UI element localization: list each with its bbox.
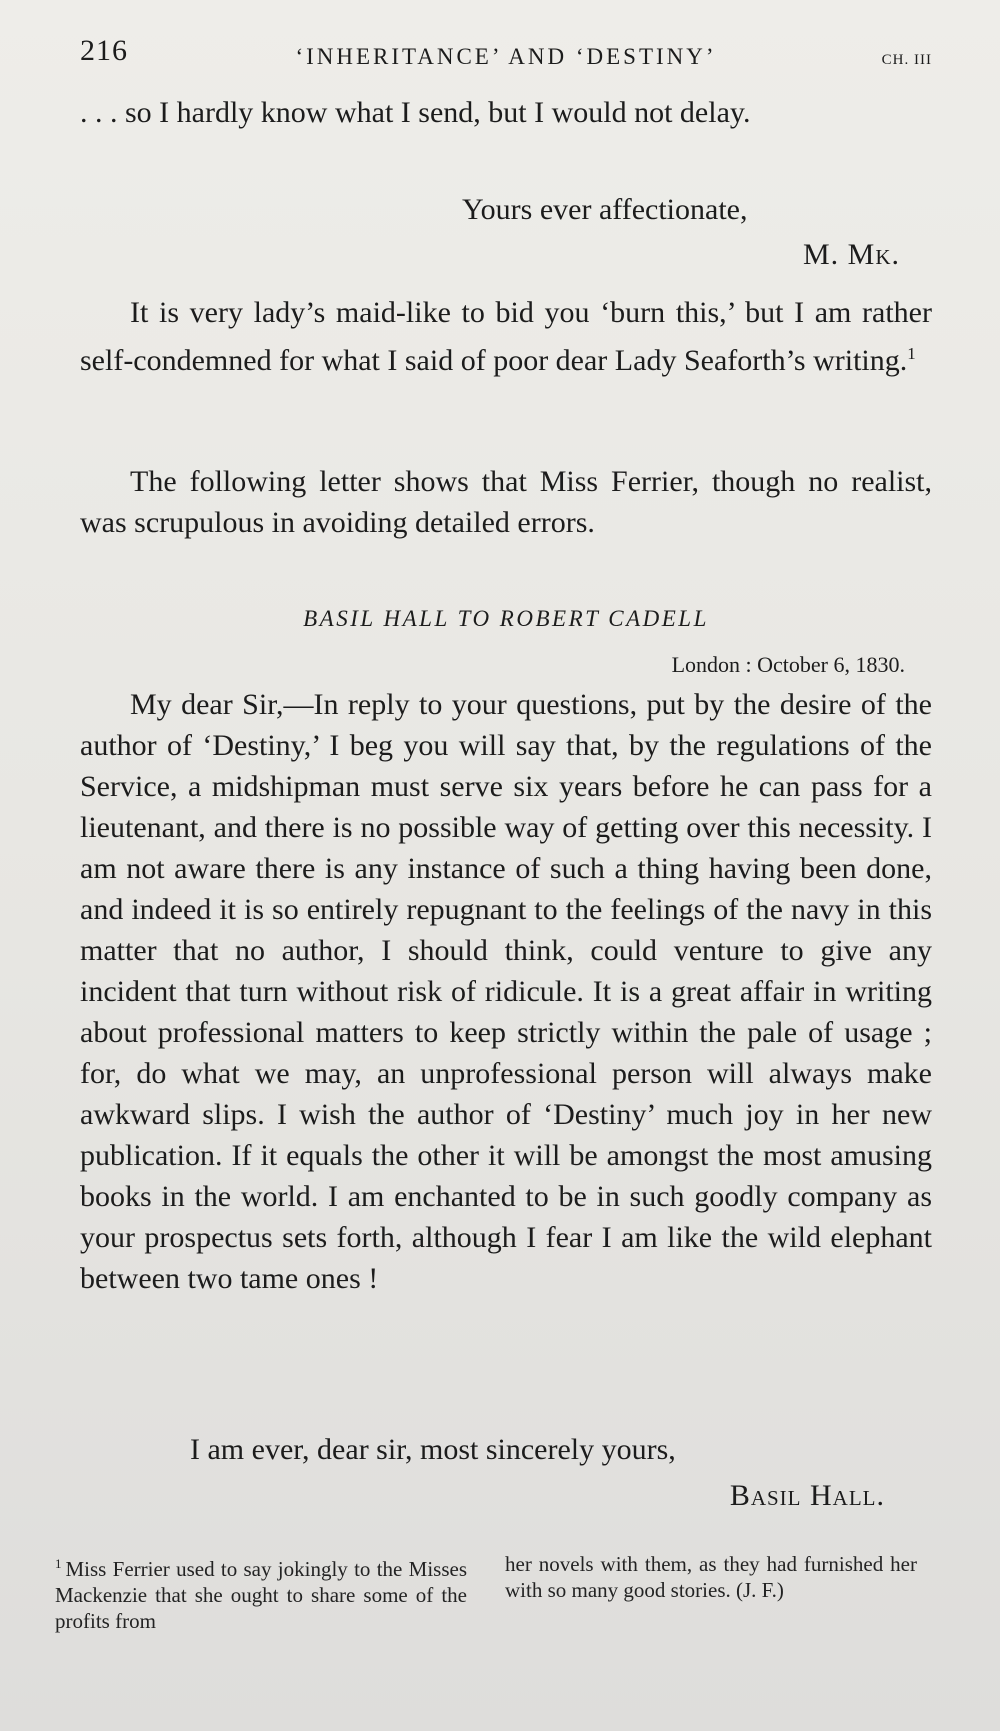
letter-end-text: . . . so I hardly know what I send, but I would not delay. [80, 96, 751, 129]
footnote-mark: 1 [55, 1556, 62, 1571]
letter-dateline: London : October 6, 1830. [671, 652, 905, 677]
letter-signature: M. Mk. [802, 238, 900, 271]
footnote-right-column: her novels with them, as they had furnished her with so many good stories. (J. F.) [505, 1552, 917, 1602]
footnote-left-column [55, 1551, 467, 1634]
postscript-paragraph [80, 292, 932, 381]
letter-signature-basil-hall: Basil Hall. [729, 1479, 885, 1512]
chapter-mark: CH. III [881, 52, 932, 68]
running-title: ‘INHERITANCE’ AND ‘DESTINY’ [295, 44, 717, 69]
letter-heading: BASIL HALL TO ROBERT CADELL [303, 606, 709, 631]
letter-closing-line: I am ever, dear sir, most sincerely yours, [190, 1433, 676, 1466]
footnote-left-text: Miss Ferrier used to say jokingly to the Misses Mackenzie that she ought to share some of the profits from [55, 1557, 467, 1633]
page-number: 216 [80, 34, 128, 67]
letter-closing: Yours ever affectionate, [462, 193, 748, 226]
footnote-reference: 1 [907, 344, 916, 363]
footnotes [55, 1551, 917, 1641]
intro-paragraph: The following letter shows that Miss Ferrier, though no realist, was scrupulous in avoiding detailed errors. [80, 465, 932, 539]
postscript-text: It is very lady’s maid-like to bid you ‘burn this,’ but I am rather self-condemned for what I said of poor dear Lady Seaforth’s writing. [80, 296, 932, 377]
page-header [80, 28, 932, 78]
letter-body: My dear Sir,—In reply to your questions, put by the desire of the author of ‘Destiny,’ I beg you will say that, by the regulations of the Service, a midshipman must serve six years before he can pass for a lieutenant, and there is no possible way of getting over this necessity. I am not aware there is any instance of such a thing having been done, and indeed it is so entirely repugnant to the feelings of the navy in this matter that no author, I should think, could venture to give any incident that turn without risk of ridicule. It is a great affair in writing about professional matters to keep strictly within the pale of usage ; for, do what we may, an unprofessional person will always make awkward slips. I wish the author of ‘Destiny’ much joy in her new publication. If it equals the other it will be amongst the most amusing books in the world. I am enchanted to be in such goodly company as your prospectus sets forth, although I fear I am like the wild elephant between two tame ones ! [80, 688, 932, 1295]
